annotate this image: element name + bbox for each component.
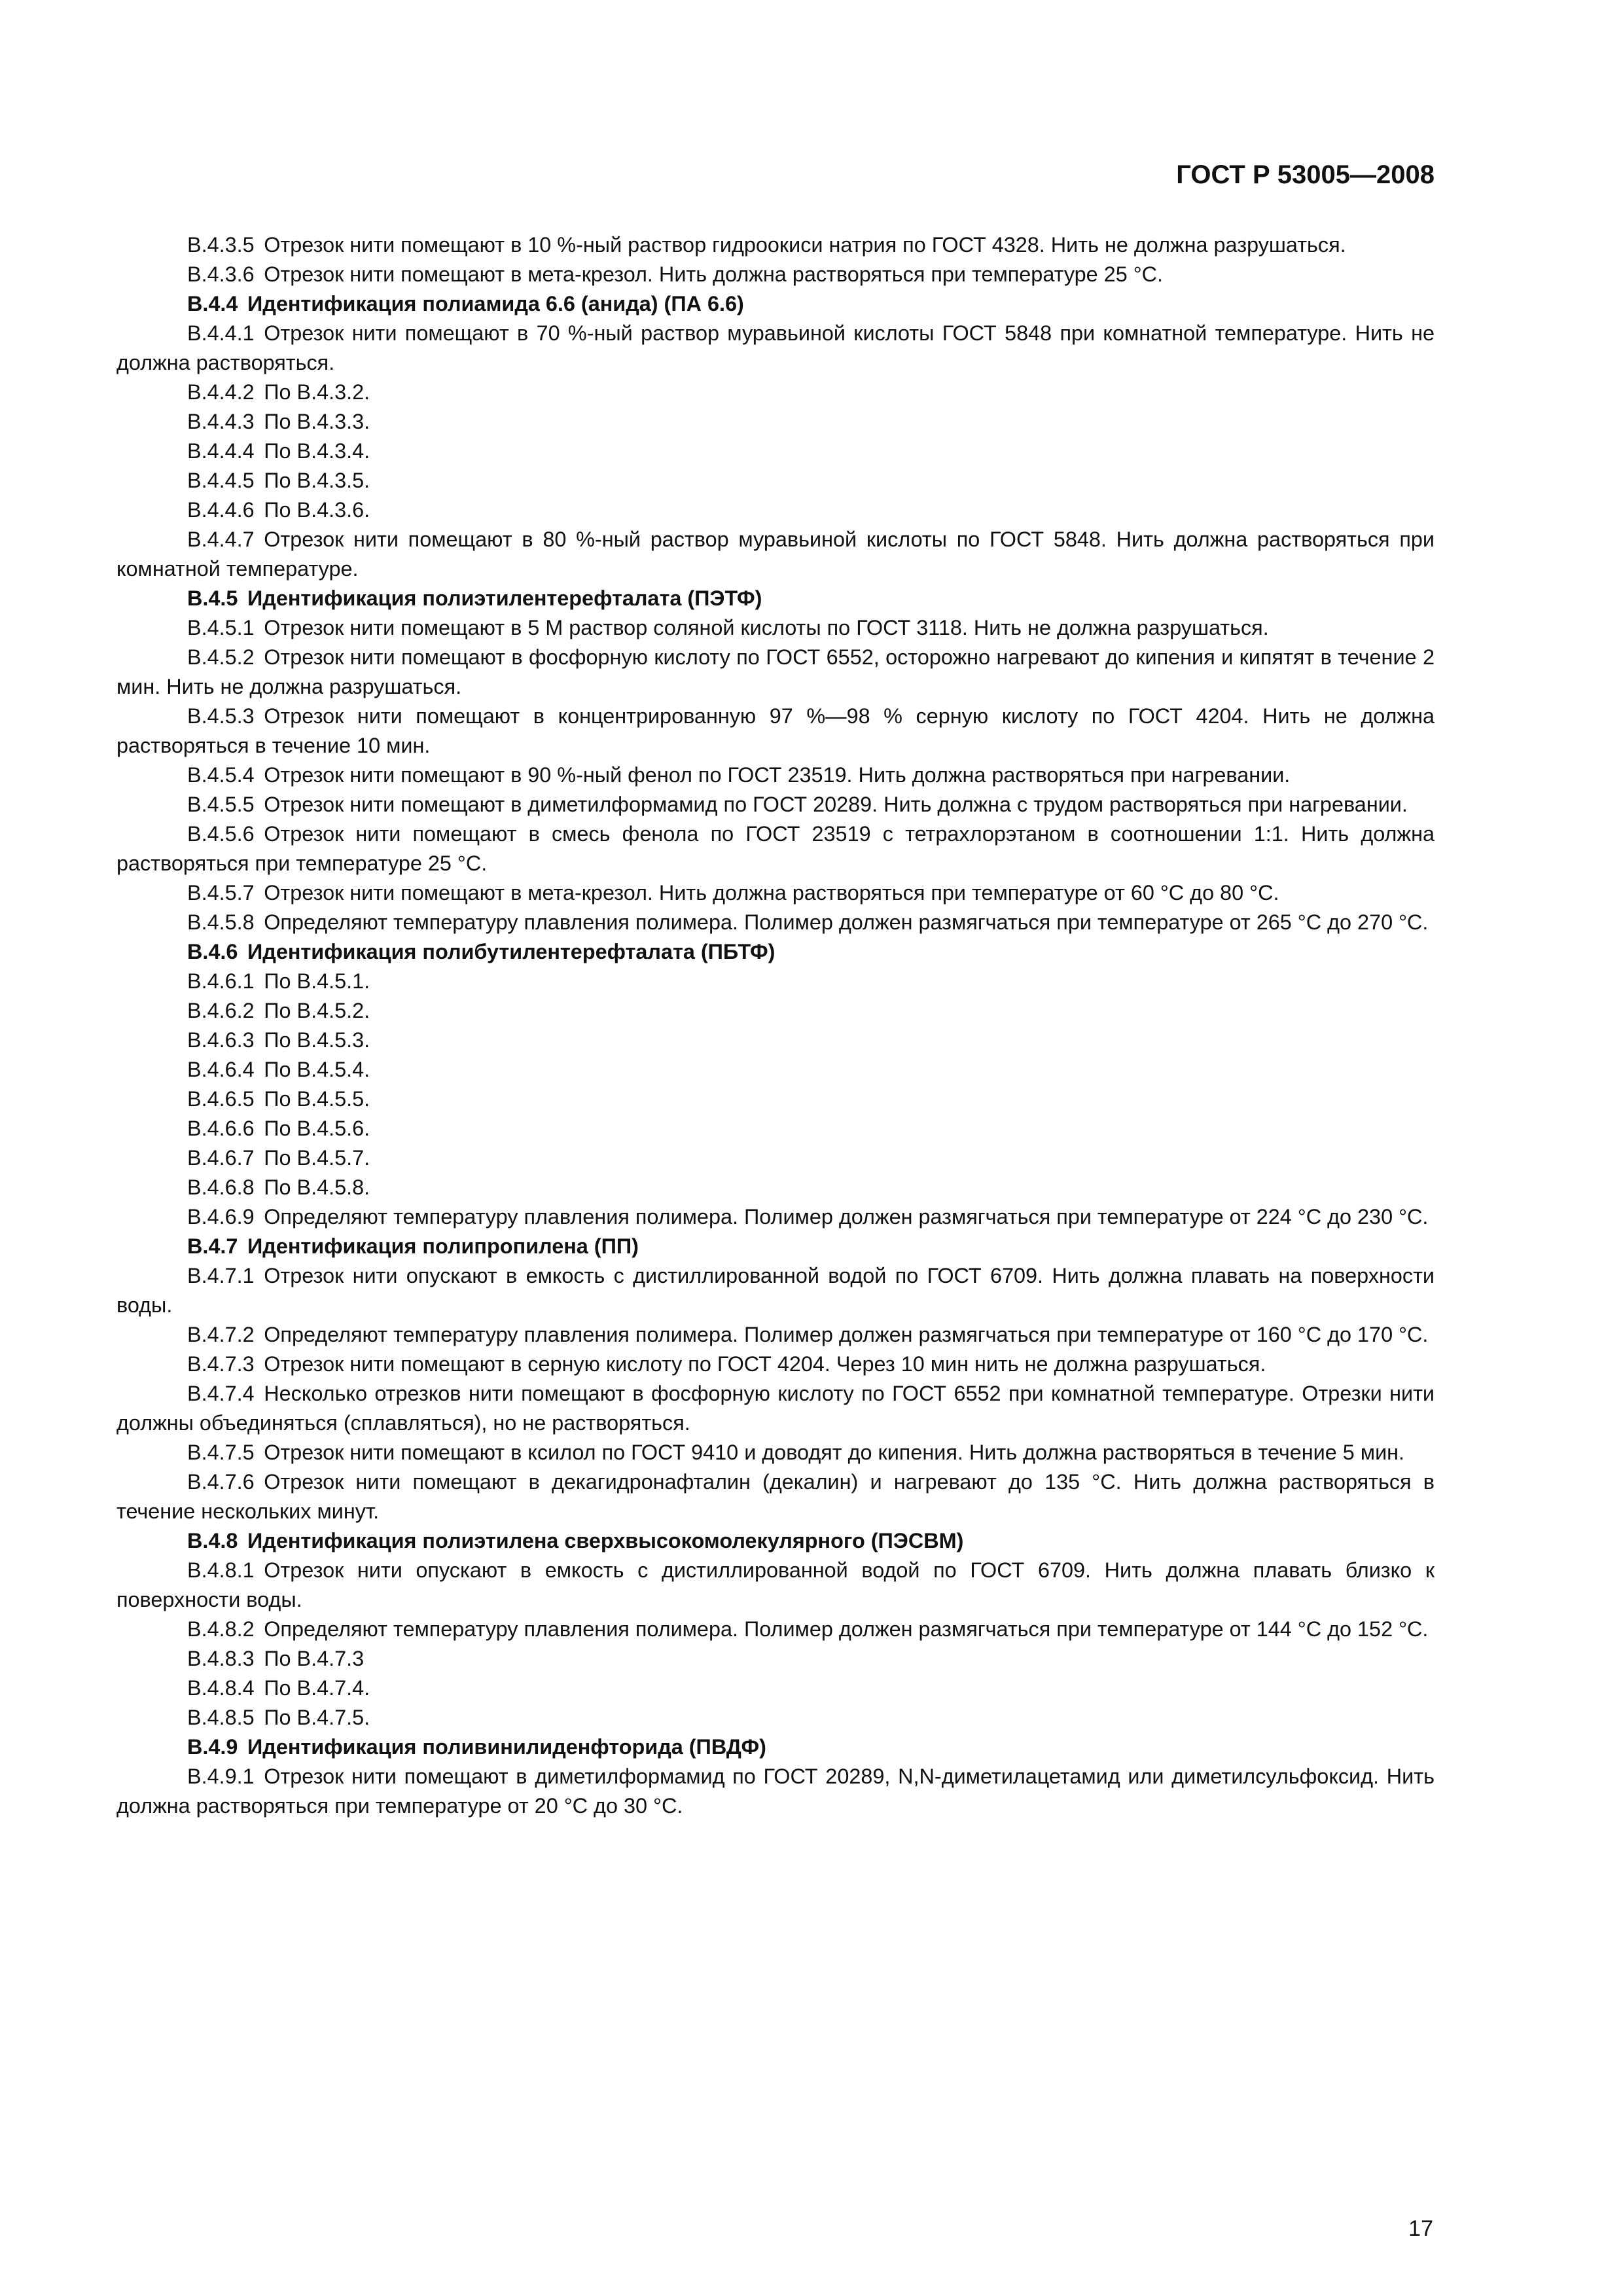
clause-text: Отрезок нити помещают в 10 %-ный раствор гидроокиси натрия по ГОСТ 4328. Нить не должна разрушаться. bbox=[264, 233, 1346, 257]
clause-number: В.4.5.5 bbox=[187, 793, 255, 816]
clause-number: В.4.4.4 bbox=[187, 439, 255, 463]
clause-paragraph bbox=[116, 1261, 1435, 1320]
clause-number: В.4.8.2 bbox=[187, 1617, 255, 1641]
section-heading bbox=[116, 584, 1435, 613]
clause-paragraph bbox=[116, 702, 1435, 761]
clause-text: По В.4.5.2. bbox=[264, 999, 370, 1022]
clause-number: В.4.5.4 bbox=[187, 763, 255, 787]
clause-text: Идентификация полиэтилентерефталата (ПЭТФ) bbox=[247, 586, 762, 610]
clause-number: В.4.6.3 bbox=[187, 1028, 255, 1052]
clause-text: Идентификация полиэтилена сверхвысокомолекулярного (ПЭСВМ) bbox=[247, 1529, 964, 1552]
clause-text: Определяют температуру плавления полимера. Полимер должен размягчаться при температуре от 160 °С до 170 °С. bbox=[264, 1323, 1429, 1346]
clause-text: По В.4.5.3. bbox=[264, 1028, 370, 1052]
clause-number: В.4.6.5 bbox=[187, 1087, 255, 1111]
clause-text: Отрезок нити помещают в 70 %-ный раствор муравьиной кислоты ГОСТ 5848 при комнатной температуре. Нить не должна растворяться. bbox=[116, 321, 1435, 374]
clause-number: В.4.7.2 bbox=[187, 1323, 255, 1346]
clause-paragraph bbox=[116, 466, 1435, 495]
clause-paragraph bbox=[116, 1320, 1435, 1350]
clause-number: В.4.6.4 bbox=[187, 1058, 255, 1081]
clause-text: Отрезок нити помещают в серную кислоту по ГОСТ 4204. Через 10 мин нить не должна разрушаться. bbox=[264, 1352, 1266, 1376]
clause-paragraph bbox=[116, 495, 1435, 525]
clause-number: В.4.5.6 bbox=[187, 822, 255, 846]
clause-text: По В.4.5.6. bbox=[264, 1117, 370, 1140]
clause-text: Определяют температуру плавления полимера. Полимер должен размягчаться при температуре от 144 °С до 152 °С. bbox=[264, 1617, 1429, 1641]
clause-number: В.4.6.1 bbox=[187, 969, 255, 993]
clause-paragraph bbox=[116, 878, 1435, 908]
document-body bbox=[116, 230, 1435, 1821]
clause-text: По В.4.7.5. bbox=[264, 1706, 370, 1729]
clause-paragraph bbox=[116, 613, 1435, 643]
clause-text: Идентификация полиамида 6.6 (анида) (ПА 6.6) bbox=[247, 292, 744, 315]
clause-paragraph bbox=[116, 996, 1435, 1026]
clause-text: По В.4.3.3. bbox=[264, 410, 370, 433]
clause-text: Определяют температуру плавления полимера. Полимер должен размягчаться при температуре от 265 °С до 270 °С. bbox=[264, 910, 1429, 934]
section-heading bbox=[116, 937, 1435, 967]
clause-text: Отрезок нити опускают в емкость с дистиллированной водой по ГОСТ 6709. Нить должна плавать на поверхности воды. bbox=[116, 1264, 1435, 1317]
clause-number: В.4.9.1 bbox=[187, 1765, 255, 1788]
clause-number: В.4.6.2 bbox=[187, 999, 255, 1022]
clause-paragraph bbox=[116, 1703, 1435, 1732]
clause-number: В.4.9 bbox=[187, 1735, 238, 1759]
clause-number: В.4.4.1 bbox=[187, 321, 255, 345]
clause-number: В.4.8.3 bbox=[187, 1647, 255, 1670]
clause-number: В.4.5.7 bbox=[187, 881, 255, 905]
clause-number: В.4.8.1 bbox=[187, 1558, 255, 1582]
clause-number: В.4.4 bbox=[187, 292, 238, 315]
clause-text: По В.4.7.3 bbox=[264, 1647, 365, 1670]
clause-paragraph bbox=[116, 525, 1435, 584]
clause-paragraph bbox=[116, 761, 1435, 790]
clause-text: Отрезок нити опускают в емкость с дистиллированной водой по ГОСТ 6709. Нить должна плавать близко к поверхности воды. bbox=[116, 1558, 1435, 1611]
clause-paragraph bbox=[116, 643, 1435, 702]
clause-number: В.4.6.8 bbox=[187, 1175, 255, 1199]
clause-number: В.4.5.3 bbox=[187, 704, 255, 728]
clause-number: В.4.6.9 bbox=[187, 1205, 255, 1229]
clause-text: Несколько отрезков нити помещают в фосфорную кислоту по ГОСТ 6552 при комнатной температуре. Отрезки нити должны объединяться (сплавляться), но не растворяться. bbox=[116, 1382, 1435, 1435]
clause-paragraph bbox=[116, 1556, 1435, 1615]
clause-number: В.4.8 bbox=[187, 1529, 238, 1552]
clause-number: В.4.3.6 bbox=[187, 262, 255, 286]
clause-paragraph bbox=[116, 1438, 1435, 1467]
clause-text: По В.4.3.5. bbox=[264, 469, 370, 492]
document-header: ГОСТ Р 53005—2008 bbox=[1176, 160, 1435, 189]
clause-text: По В.4.3.6. bbox=[264, 498, 370, 522]
clause-paragraph bbox=[116, 967, 1435, 996]
clause-text: По В.4.5.8. bbox=[264, 1175, 370, 1199]
clause-number: В.4.6 bbox=[187, 940, 238, 963]
clause-number: В.4.4.2 bbox=[187, 380, 255, 404]
clause-paragraph bbox=[116, 1467, 1435, 1526]
clause-number: В.4.7.1 bbox=[187, 1264, 255, 1287]
clause-text: Отрезок нити помещают в фосфорную кислоту по ГОСТ 6552, осторожно нагревают до кипения и кипятят в течение 2 мин. Нить не должна разрушаться. bbox=[116, 645, 1435, 698]
clause-text: Отрезок нити помещают в ксилол по ГОСТ 9410 и доводят до кипения. Нить должна растворяться в течение 5 мин. bbox=[264, 1441, 1405, 1464]
clause-number: В.4.5.8 bbox=[187, 910, 255, 934]
clause-paragraph bbox=[116, 819, 1435, 878]
clause-number: В.4.4.5 bbox=[187, 469, 255, 492]
clause-text: Отрезок нити помещают в диметилформамид по ГОСТ 20289. Нить должна с трудом растворяться при нагревании. bbox=[264, 793, 1408, 816]
section-heading bbox=[116, 1526, 1435, 1556]
clause-text: По В.4.7.4. bbox=[264, 1676, 370, 1700]
clause-text: Отрезок нити помещают в декагидронафталин (декалин) и нагревают до 135 °С. Нить должна растворяться в течение нескольких минут. bbox=[116, 1470, 1435, 1523]
clause-text: Идентификация поливинилиденфторида (ПВДФ) bbox=[247, 1735, 766, 1759]
clause-paragraph bbox=[116, 1350, 1435, 1379]
clause-text: Отрезок нити помещают в диметилформамид по ГОСТ 20289, N,N-диметилацетамид или диметилсульфоксид. Нить должна растворяться при температуре от 20 °С до 30 °С. bbox=[116, 1765, 1435, 1818]
clause-text: По В.4.3.2. bbox=[264, 380, 370, 404]
section-heading bbox=[116, 289, 1435, 319]
clause-text: По В.4.3.4. bbox=[264, 439, 370, 463]
clause-text: По В.4.5.4. bbox=[264, 1058, 370, 1081]
clause-paragraph bbox=[116, 790, 1435, 819]
clause-number: В.4.4.6 bbox=[187, 498, 255, 522]
clause-text: По В.4.5.5. bbox=[264, 1087, 370, 1111]
clause-number: В.4.3.5 bbox=[187, 233, 255, 257]
clause-paragraph bbox=[116, 260, 1435, 289]
section-heading bbox=[116, 1732, 1435, 1762]
clause-number: В.4.7.4 bbox=[187, 1382, 255, 1405]
clause-paragraph bbox=[116, 407, 1435, 437]
clause-paragraph bbox=[116, 1379, 1435, 1438]
clause-text: Отрезок нити помещают в мета-крезол. Нить должна растворяться при температуре от 60 °С до 80 °С. bbox=[264, 881, 1279, 905]
clause-number: В.4.7.3 bbox=[187, 1352, 255, 1376]
clause-paragraph bbox=[116, 1085, 1435, 1114]
clause-number: В.4.5.1 bbox=[187, 616, 255, 639]
clause-number: В.4.5.2 bbox=[187, 645, 255, 669]
clause-paragraph bbox=[116, 1615, 1435, 1644]
clause-text: Отрезок нити помещают в смесь фенола по ГОСТ 23519 с тетрахлорэтаном в соотношении 1:1. Нить должна растворяться при температуре 25 °С. bbox=[116, 822, 1435, 875]
clause-text: Отрезок нити помещают в 5 М раствор соляной кислоты по ГОСТ 3118. Нить не должна разрушаться. bbox=[264, 616, 1269, 639]
clause-paragraph bbox=[116, 1644, 1435, 1674]
clause-paragraph bbox=[116, 1762, 1435, 1821]
clause-number: В.4.8.4 bbox=[187, 1676, 255, 1700]
clause-paragraph bbox=[116, 1026, 1435, 1055]
clause-number: В.4.7.6 bbox=[187, 1470, 255, 1494]
clause-number: В.4.4.7 bbox=[187, 528, 255, 551]
clause-text: Отрезок нити помещают в 90 %-ный фенол по ГОСТ 23519. Нить должна растворяться при нагревании. bbox=[264, 763, 1291, 787]
clause-number: В.4.7.5 bbox=[187, 1441, 255, 1464]
clause-text: Идентификация полипропилена (ПП) bbox=[247, 1234, 639, 1258]
clause-paragraph bbox=[116, 230, 1435, 260]
clause-text: По В.4.5.7. bbox=[264, 1146, 370, 1170]
clause-paragraph bbox=[116, 1114, 1435, 1143]
clause-paragraph bbox=[116, 1055, 1435, 1085]
clause-paragraph bbox=[116, 437, 1435, 466]
clause-text: Идентификация полибутилентерефталата (ПБТФ) bbox=[247, 940, 776, 963]
clause-paragraph bbox=[116, 1173, 1435, 1202]
clause-number: В.4.7 bbox=[187, 1234, 238, 1258]
page-number: 17 bbox=[1408, 2216, 1433, 2241]
clause-paragraph bbox=[116, 378, 1435, 407]
clause-text: Отрезок нити помещают в 80 %-ный раствор муравьиной кислоты по ГОСТ 5848. Нить должна растворяться при комнатной температуре. bbox=[116, 528, 1435, 581]
clause-paragraph bbox=[116, 319, 1435, 378]
clause-number: В.4.4.3 bbox=[187, 410, 255, 433]
clause-number: В.4.6.7 bbox=[187, 1146, 255, 1170]
clause-paragraph bbox=[116, 1202, 1435, 1232]
clause-number: В.4.8.5 bbox=[187, 1706, 255, 1729]
clause-text: Отрезок нити помещают в мета-крезол. Нить должна растворяться при температуре 25 °С. bbox=[264, 262, 1164, 286]
clause-text: По В.4.5.1. bbox=[264, 969, 370, 993]
clause-text: Определяют температуру плавления полимера. Полимер должен размягчаться при температуре от 224 °С до 230 °С. bbox=[264, 1205, 1429, 1229]
clause-paragraph bbox=[116, 908, 1435, 937]
clause-paragraph bbox=[116, 1674, 1435, 1703]
clause-paragraph bbox=[116, 1143, 1435, 1173]
clause-number: В.4.6.6 bbox=[187, 1117, 255, 1140]
section-heading bbox=[116, 1232, 1435, 1261]
clause-text: Отрезок нити помещают в концентрированную 97 %—98 % серную кислоту по ГОСТ 4204. Нить не должна растворяться в течение 10 мин. bbox=[116, 704, 1435, 757]
clause-number: В.4.5 bbox=[187, 586, 238, 610]
